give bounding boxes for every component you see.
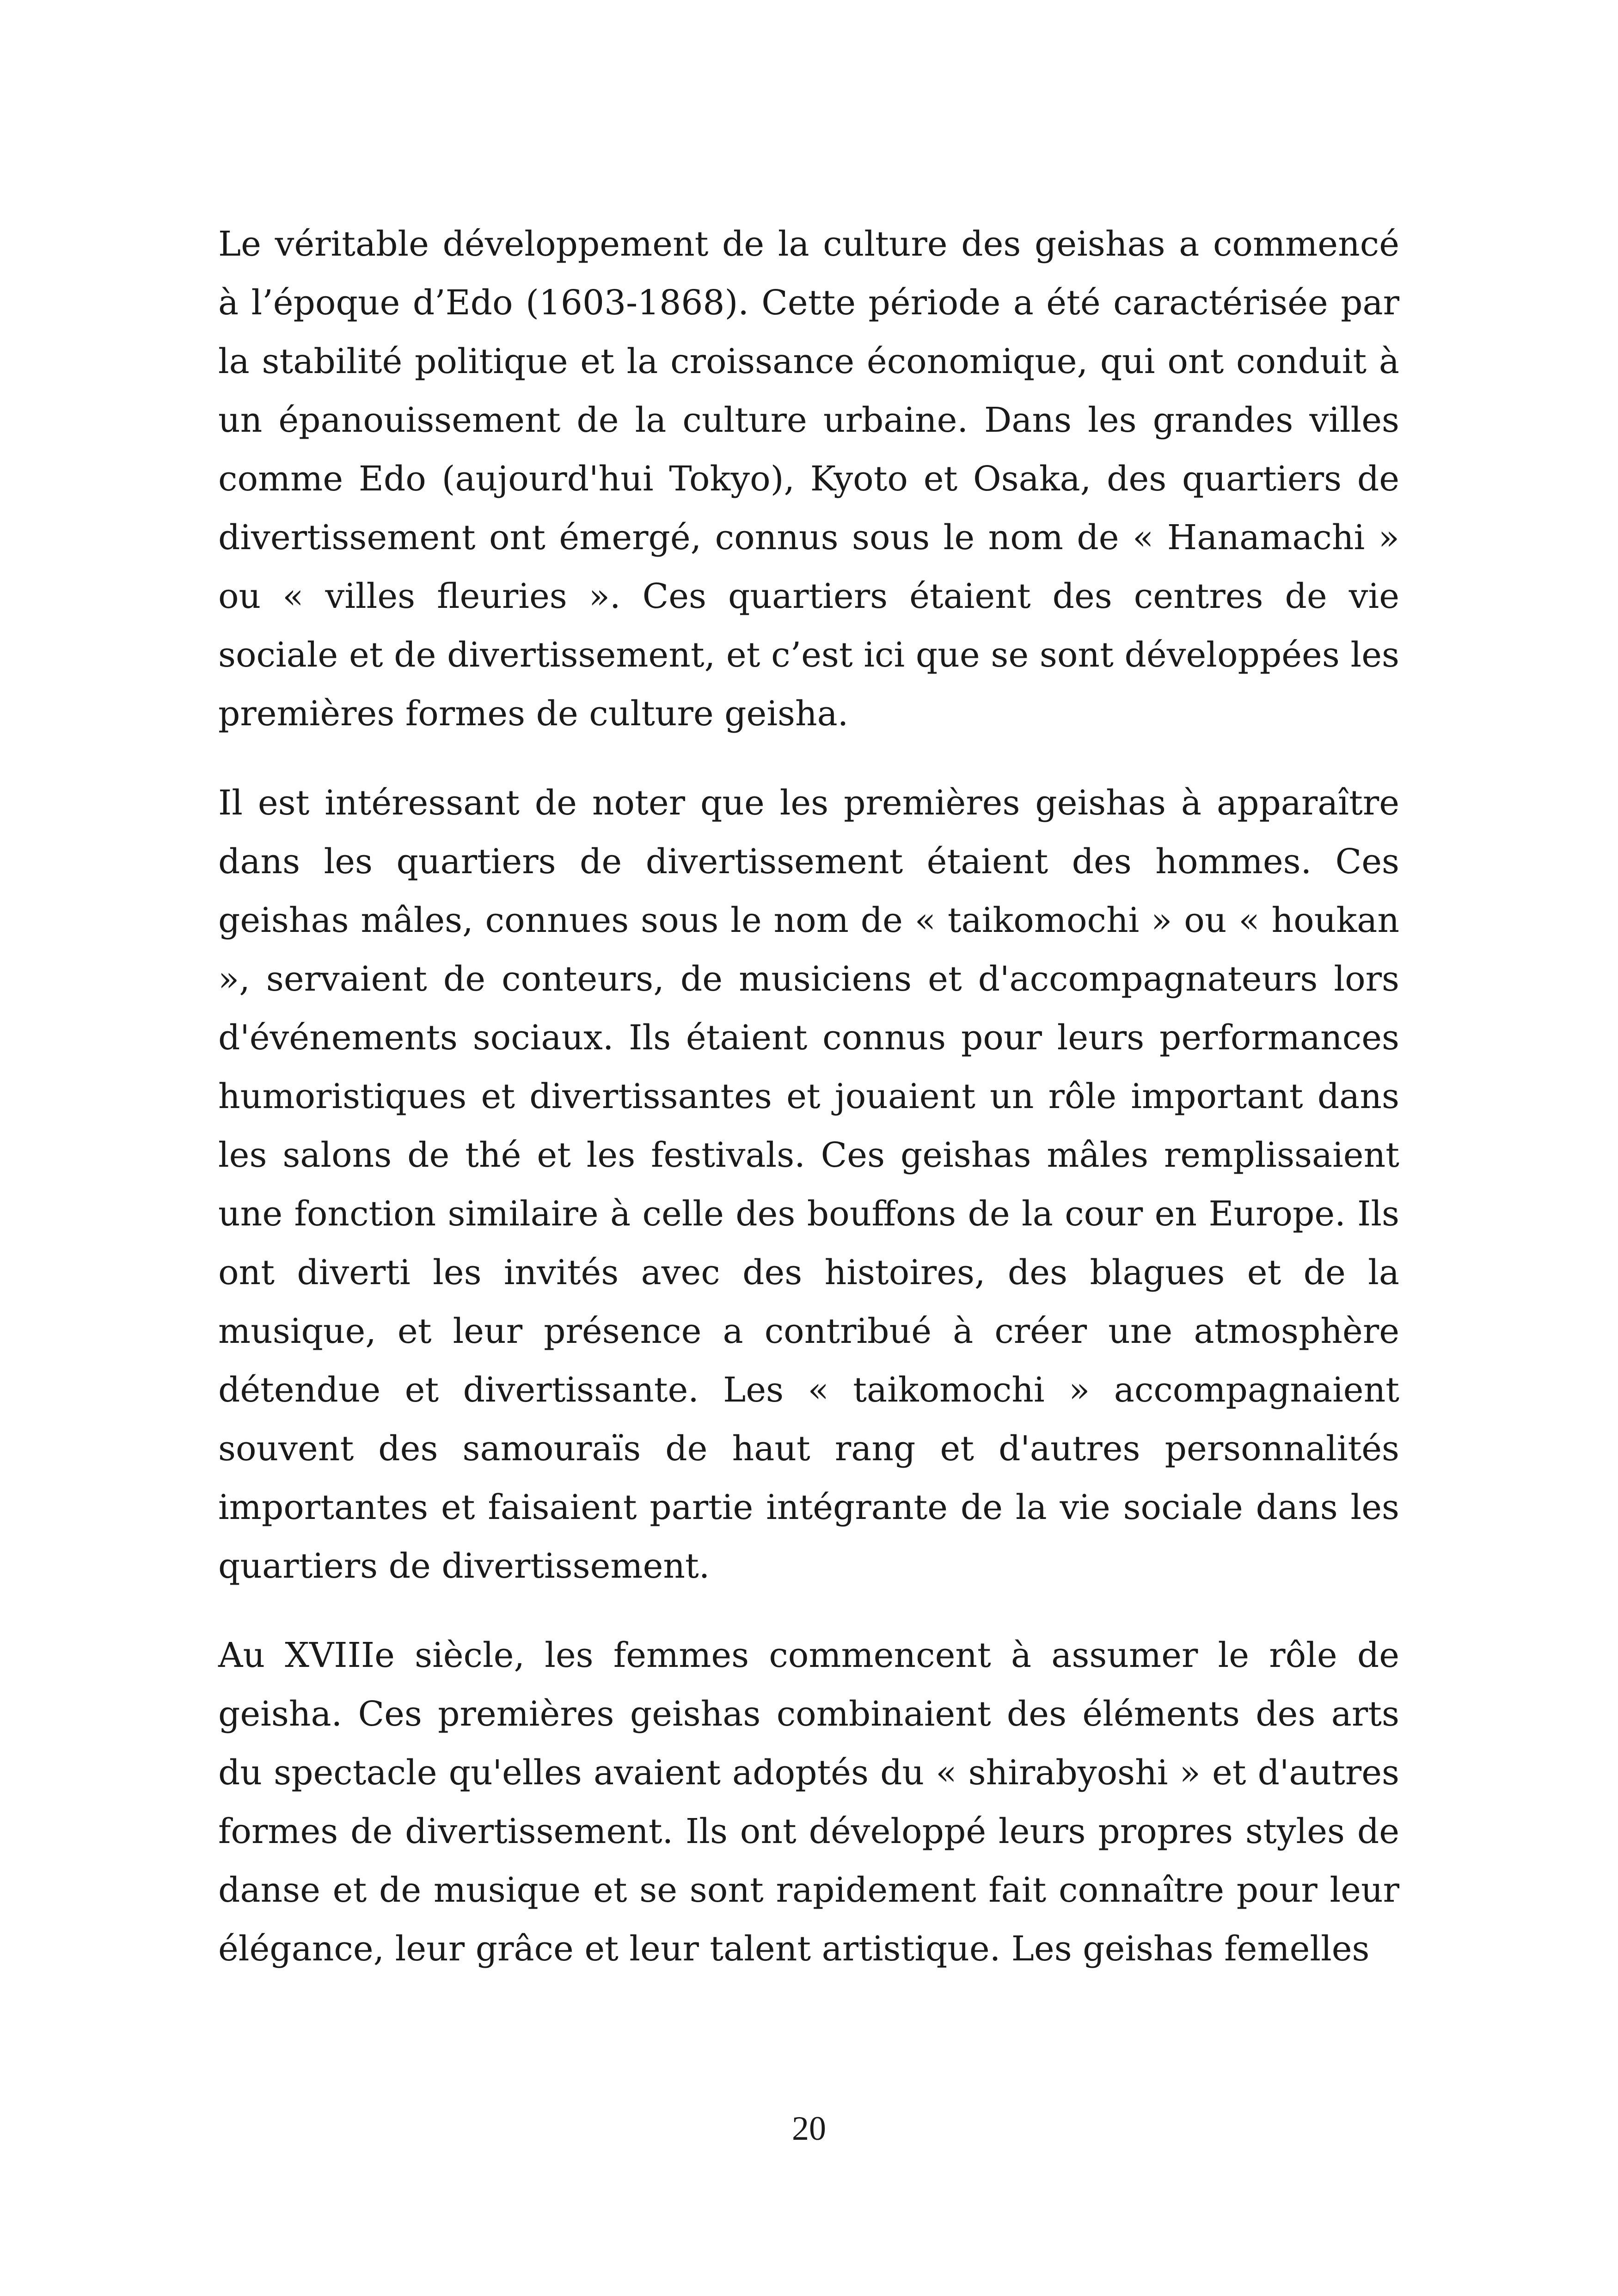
body-text — [218, 215, 1399, 2009]
paragraph-female-geishas: Au XVIIIe siècle, les femmes commencent à assumer le rôle de geisha. Ces premières geishas combinaient des éléments des arts du spectacle qu'elles avaient adoptés du « shirabyoshi » et d'autres formes de divertissement. Ils ont développé leurs propres styles de danse et de musique et se sont rapidement fait connaître pour leur élégance, leur grâce et leur talent artistique. Les geishas femelles — [218, 1635, 1399, 1969]
paragraph-male-geishas: Il est intéressant de noter que les premières geishas à apparaître dans les quartiers de divertissement étaient des hommes. Ces geishas mâles, connues sous le nom de « taikomochi » ou « houkan », servaient de conteurs, de musiciens et d'accompagnateurs lors d'événements sociaux. Ils étaient connus pour leurs performances humoristiques et divertissantes et jouaient un rôle important dans les salons de thé et les festivals. Ces geishas mâles remplissaient une fonction similaire à celle des bouffons de la cour en Europe. Ils ont diverti les invités avec des histoires, des blagues et de la musique, et leur présence a contribué à créer une atmosphère détendue et divertissante. Les « taikomochi » accompagnaient souvent des samouraïs de haut rang et d'autres personnalités importantes et faisaient partie intégrante de la vie sociale dans les quartiers de divertissement. — [218, 783, 1399, 1586]
paragraph-edo-period: Le véritable développement de la culture des geishas a commencé à l’époque d’Edo (1603-1868). Cette période a été caractérisée par la stabilité politique et la croissance économique, qui ont conduit à un épanouissement de la culture urbaine. Dans les grandes villes comme Edo (aujourd'hui Tokyo), Kyoto et Osaka, des quartiers de divertissement ont émergé, connus sous le nom de « Hanamachi » ou « villes fleuries ». Ces quartiers étaient des centres de vie sociale et de divertissement, et c’est ici que se sont développées les premières formes de culture geisha. — [218, 224, 1399, 734]
page-number: 20 — [792, 2110, 826, 2148]
